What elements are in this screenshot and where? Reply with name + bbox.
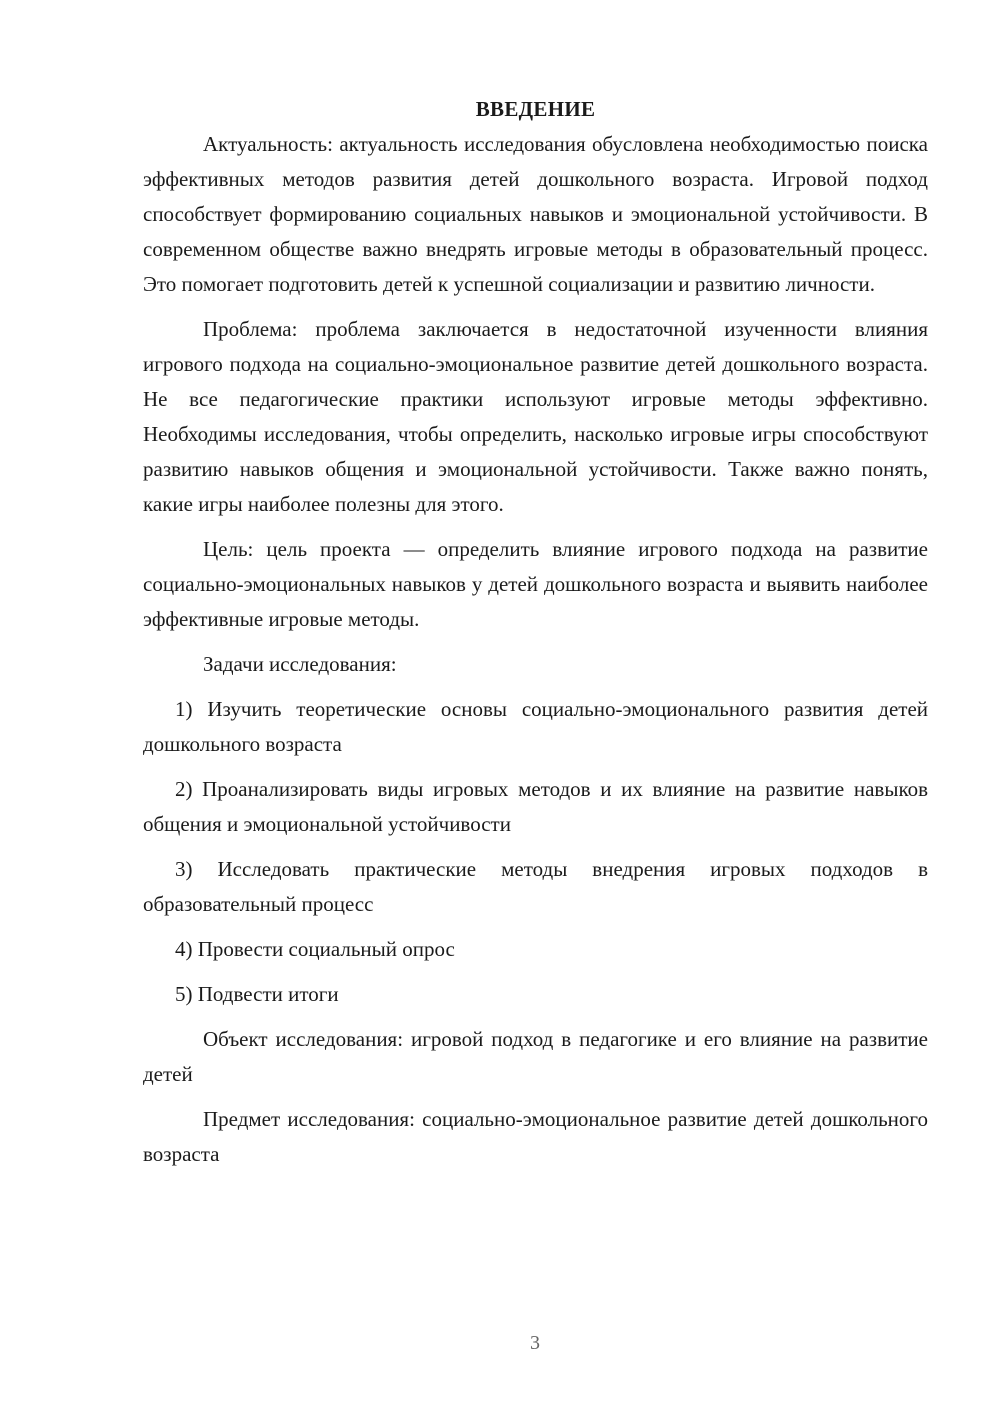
goal-paragraph: Цель: цель проекта — определить влияние игрового подхода на развитие социально-эмоциональных навыков у детей дошкольного возраста и выявить наиболее эффективные игровые методы. (143, 537, 928, 631)
object-paragraph: Объект исследования: игровой подход в педагогике и его влияние на развитие детей (143, 1027, 928, 1086)
page-number: 3 (530, 1332, 540, 1354)
document-page (143, 92, 928, 1172)
relevance-paragraph: Актуальность: актуальность исследования обусловлена необходимостью поиска эффективных методов развития детей дошкольного возраста. Игровой подход способствует формированию социальных навыков и эмоциональной устойчивости. В современном обществе важно внедрять игровые методы в образовательный процесс. Это помогает подготовить детей к успешной социализации и развитию личности. (143, 132, 928, 296)
list-item: 5) Подвести итоги (175, 982, 339, 1006)
list-item: 3) Исследовать практические методы внедрения игровых подходов в образовательный процесс (143, 857, 928, 916)
subject-paragraph: Предмет исследования: социально-эмоциональное развитие детей дошкольного возраста (143, 1107, 928, 1166)
list-item: 4) Провести социальный опрос (175, 937, 455, 961)
list-item: 2) Проанализировать виды игровых методов и их влияние на развитие навыков общения и эмоциональной устойчивости (143, 777, 928, 836)
list-item: 1) Изучить теоретические основы социально-эмоционального развития детей дошкольного возраста (143, 697, 928, 756)
problem-paragraph: Проблема: проблема заключается в недостаточной изученности влияния игрового подхода на социально-эмоциональное развитие детей дошкольного возраста. Не все педагогические практики используют игровые методы эффективно. Необходимы исследования, чтобы определить, насколько игровые игры способствуют развитию навыков общения и эмоциональной устойчивости. Также важно понять, какие игры наиболее полезны для этого. (143, 317, 928, 516)
tasks-list (143, 692, 928, 1012)
section-heading: ВВЕДЕНИЕ (475, 97, 596, 121)
tasks-intro: Задачи исследования: (203, 652, 397, 676)
